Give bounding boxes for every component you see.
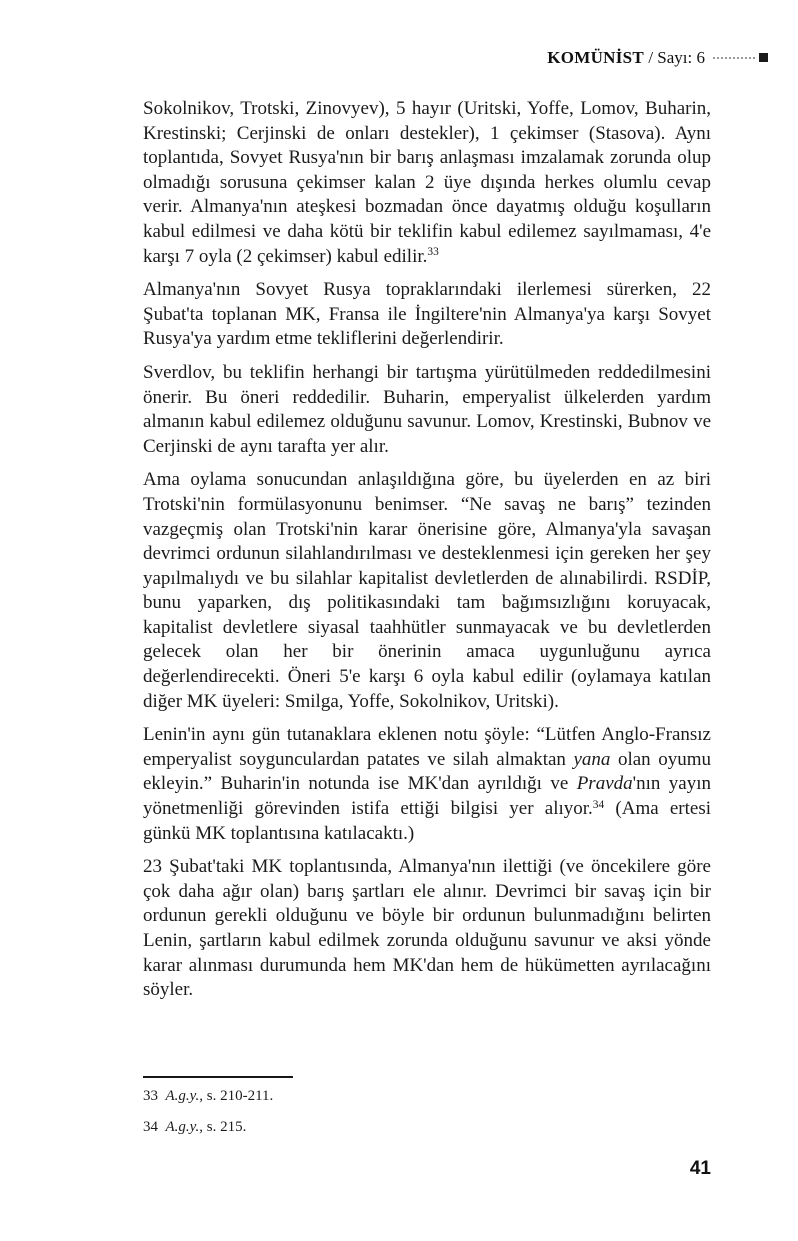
- text-run: 'nın yayın yönetmenliği görevinden istifa ettiği bilgisi yer alıyor.: [143, 773, 711, 820]
- footnote-marker: 33: [427, 246, 439, 259]
- journal-title: KOMÜNİST: [547, 48, 645, 67]
- text-run: 33: [143, 1088, 166, 1104]
- text-run: 34: [143, 1119, 166, 1136]
- italic-text: A.g.y.: [165, 1088, 200, 1104]
- paragraph: [143, 855, 711, 1003]
- text-run: , s. 215.: [199, 1119, 247, 1136]
- text-run: Almanya'nın Sovyet Rusya topraklarındaki ilerlemesi sürerken, 22 Şubat'ta toplanan MK, Fransa ile İngiltere'nin Almanya'ya karşı Sovyet Rusya'ya yardım etme tekliflerini değerlendirir.: [143, 279, 711, 350]
- paragraph: [143, 723, 711, 846]
- text-run: , s. 210-211.: [199, 1088, 274, 1104]
- footnote-marker: 34: [592, 798, 605, 811]
- text-run: Sokolnikov, Trotski, Zinovyev), 5 hayır (Uritski, Yoffe, Lomov, Buharin, Krestinski; Cerjinski de onları destekler), 1 çekimser (Stasova). Aynı toplantıda, Sovyet Rusya'nın bir barış anlaşması imzalamak zorunda olup olmadığı sorusuna çekimser kalan 2 üye dışında herkes olumlu cevap verir. Almanya'nın ateşkesi bozmadan önce dayatmış olduğu koşulların kabul edilmesi ve daha kötü bir teklifin kabul edilemez sayılmaması, 4'e karşı 7 oyla (2 çekimser) kabul edilir.: [143, 98, 711, 267]
- text-run: olan oyumu ekleyin.” Buharin'in notunda ise MK'dan ayrıldığı ve: [143, 748, 712, 795]
- paragraph: [143, 97, 711, 269]
- body-text: [143, 97, 711, 1003]
- page-header: [547, 48, 768, 68]
- text-run: Sverdlov, bu teklifin herhangi bir tartışma yürütülmeden reddedilmesini önerir. Bu öneri reddedilir. Buharin, emperyalist ülkelerden yardım almanın kabul edilemez olduğunu savunur. Lomov, Krestinski, Bubnov ve Cerjinski de aynı tarafta yer alır.: [143, 361, 711, 457]
- footnote: [143, 1086, 711, 1106]
- footnotes: [143, 1086, 711, 1149]
- text-run: 23 Şubat'taki MK toplantısında, Almanya'nın ilettiği (ve öncekilere göre çok daha ağır olan) barış şartları ele alınır. Devrimci bir savaş için bir ordunun gerekli olduğunu ve böyle bir ordunun bulunmadığını belirten Lenin, şartların kabul edilmek zorunda olduğunu savunur ve aksi yönde karar alınması durumunda hem MK'dan hem de hükümetten ayrılacağını söyler.: [143, 856, 711, 1001]
- italic-text: A.g.y.: [165, 1119, 200, 1136]
- header-dotted-line: [713, 57, 755, 59]
- paragraph: [143, 468, 711, 714]
- italic-text: Pravda: [576, 773, 633, 795]
- page-number: 41: [689, 1158, 711, 1179]
- paragraph: [143, 361, 711, 459]
- footnote: [143, 1117, 711, 1137]
- footnote-separator: [143, 1076, 293, 1078]
- text-run: (Ama ertesi günkü MK toplantısına katılacaktı.): [143, 798, 712, 844]
- text-run: Ama oylama sonucundan anlaşıldığına göre, bu üyelerden en az biri Trotski'nin formülasyonunu benimser. “Ne savaş ne barış” tezinden vazgeçmiş olan Trotski'nin karar önerisine göre, Almanya'yla savaşan devrimci ordunun silahlandırılması ve desteklenmesi için gereken her şey yapılmalıydı ve bu silahlar kapitalist devletlerden de alınabilirdi. RSDİP, bunu yaparken, dış politikasındaki tam bağımsızlığını koruyacak, kapitalist devletlere siyasal taahhütler sunmayacak ve bu devletlerden gelecek olan her bir önerinin amaca uygunluğunu ayrıca değerlendirecekti. Öneri 5'e karşı 6 oyla kabul edilir (oylamaya katılan diğer MK üyeleri: Smilga, Yoffe, Sokolnikov, Uritski).: [143, 469, 711, 712]
- paragraph: [143, 278, 711, 352]
- header-square-icon: [759, 53, 768, 62]
- text-run: Lenin'in aynı gün tutanaklara eklenen notu şöyle: “Lütfen Anglo-Fransız emperyalist soygunculardan patates ve silah almaktan: [143, 724, 711, 770]
- journal-issue: / Sayı: 6: [644, 48, 705, 67]
- italic-text: yana: [573, 748, 611, 770]
